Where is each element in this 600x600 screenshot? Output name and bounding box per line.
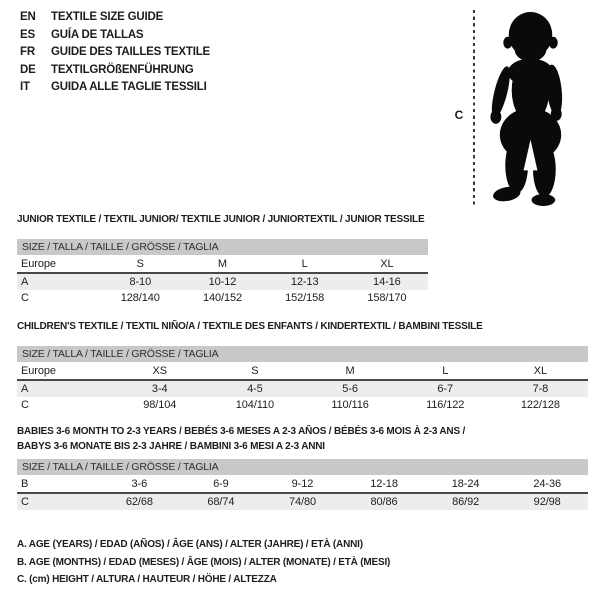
language-title: GUÍA DE TALLAS xyxy=(51,28,144,41)
size-header-band: SIZE / TALLA / TAILLE / GRÖSSE / TAGLIA xyxy=(17,239,428,255)
language-row xyxy=(20,62,210,80)
table-row xyxy=(17,290,428,306)
language-code: IT xyxy=(20,81,30,94)
language-code: DE xyxy=(20,63,36,76)
cell: 6-7 xyxy=(398,380,493,397)
cell: 5-6 xyxy=(302,380,397,397)
language-row xyxy=(20,44,210,62)
junior-textile-section xyxy=(17,212,428,306)
babies-size-table xyxy=(17,476,588,510)
cell: 10-12 xyxy=(181,273,263,290)
cell: 128/140 xyxy=(120,292,160,304)
cell: 122/128 xyxy=(520,399,560,411)
row-label: B xyxy=(17,476,99,493)
cell: 6-9 xyxy=(180,476,262,493)
cell: 12-18 xyxy=(343,476,425,493)
cell: 9-12 xyxy=(262,476,344,493)
cell: L xyxy=(264,256,346,273)
cell: S xyxy=(207,363,302,380)
cell: XL xyxy=(346,256,428,273)
junior-table-title xyxy=(17,212,428,227)
cell: 86/92 xyxy=(425,493,507,510)
table-row xyxy=(17,476,588,493)
row-label: Europe xyxy=(17,363,112,380)
cell: 7-8 xyxy=(493,380,588,397)
cell: 14-16 xyxy=(346,273,428,290)
language-list xyxy=(20,9,210,97)
cell: XL xyxy=(493,363,588,380)
height-measure-dotted-line xyxy=(473,10,475,208)
cell: 104/110 xyxy=(235,399,275,411)
junior-size-table xyxy=(17,256,428,306)
cell: 158/170 xyxy=(367,292,407,304)
row-label: C xyxy=(21,399,29,411)
cell: 152/158 xyxy=(285,292,325,304)
cell: L xyxy=(398,363,493,380)
childrens-table-title xyxy=(17,319,588,334)
table-row xyxy=(17,273,428,290)
cell: 62/68 xyxy=(99,493,181,510)
measure-c-label: C xyxy=(454,108,464,122)
babies-table-title xyxy=(17,424,588,454)
row-label: A xyxy=(17,273,99,290)
row-label: C xyxy=(17,493,99,510)
table-row xyxy=(17,363,588,380)
cell: 3-6 xyxy=(99,476,181,493)
language-row xyxy=(20,27,210,45)
cell: 92/98 xyxy=(506,493,588,510)
table-row xyxy=(17,493,588,510)
cell: 24-36 xyxy=(506,476,588,493)
table-title-line: JUNIOR TEXTILE / TEXTIL JUNIOR/ TEXTILE JUNIOR / JUNIORTEXTIL / JUNIOR TESSILE xyxy=(17,214,425,225)
legend-note: B. AGE (MONTHS) / EDAD (MESES) / ÂGE (MOIS) / ALTER (MONATE) / ETÀ (MESI) xyxy=(17,556,391,568)
cell: XS xyxy=(112,363,207,380)
language-code: EN xyxy=(20,11,36,23)
language-title: GUIDE DES TAILLES TEXTILE xyxy=(51,46,210,59)
row-label: C xyxy=(21,292,29,304)
language-row xyxy=(20,9,210,27)
legend-note: A. AGE (YEARS) / EDAD (AÑOS) / ÂGE (ANS) / ALTER (JAHRE) / ETÀ (ANNI) xyxy=(17,539,363,550)
language-title: GUIDA ALLE TAGLIE TESSILI xyxy=(51,81,207,94)
cell: 4-5 xyxy=(207,380,302,397)
size-header-band: SIZE / TALLA / TAILLE / GRÖSSE / TAGLIA xyxy=(17,459,588,475)
table-row xyxy=(17,380,588,397)
row-label: Europe xyxy=(17,256,99,273)
cell: 80/86 xyxy=(343,493,425,510)
cell: 140/152 xyxy=(202,292,242,304)
table-title-line: CHILDREN'S TEXTILE / TEXTIL NIÑO/A / TEXTILE DES ENFANTS / KINDERTEXTIL / BAMBINI TESSILE xyxy=(17,321,483,332)
language-row xyxy=(20,79,210,97)
cell: S xyxy=(99,256,181,273)
language-title: TEXTILE SIZE GUIDE xyxy=(51,11,164,23)
table-row xyxy=(17,256,428,273)
cell: 98/104 xyxy=(143,399,177,411)
size-header-band: SIZE / TALLA / TAILLE / GRÖSSE / TAGLIA xyxy=(17,346,588,362)
legend-notes xyxy=(17,536,390,589)
cell: 116/122 xyxy=(426,399,465,411)
language-code: FR xyxy=(20,46,35,59)
cell: M xyxy=(302,363,397,380)
cell: 8-10 xyxy=(99,273,181,290)
legend-note: C. (cm) HEIGHT / ALTURA / HAUTEUR / HÖHE / ALTEZZA xyxy=(17,574,277,585)
cell: 18-24 xyxy=(425,476,507,493)
cell: M xyxy=(181,256,263,273)
cell: 74/80 xyxy=(262,493,344,510)
cell: 68/74 xyxy=(180,493,262,510)
table-title-line: BABYS 3-6 MONATE BIS 2-3 JAHRE / BAMBINI 3-6 MESI A 2-3 ANNI xyxy=(17,441,325,452)
cell: 110/116 xyxy=(331,399,369,411)
baby-silhouette-icon xyxy=(484,8,578,208)
table-row xyxy=(17,397,588,413)
babies-textile-section xyxy=(17,424,588,510)
cell: 12-13 xyxy=(264,273,346,290)
language-title: TEXTILGRÖßENFÜHRUNG xyxy=(51,63,194,76)
table-title-line: BABIES 3-6 MONTH TO 2-3 YEARS / BEBÉS 3-6 MESES A 2-3 AÑOS / BÉBÉS 3-6 MOIS À 2-3 ANS / xyxy=(17,426,466,437)
row-label: A xyxy=(17,380,112,397)
childrens-textile-section xyxy=(17,319,588,413)
baby-figure xyxy=(450,8,595,212)
language-code: ES xyxy=(20,28,35,41)
childrens-size-table xyxy=(17,363,588,413)
cell: 3-4 xyxy=(112,380,207,397)
